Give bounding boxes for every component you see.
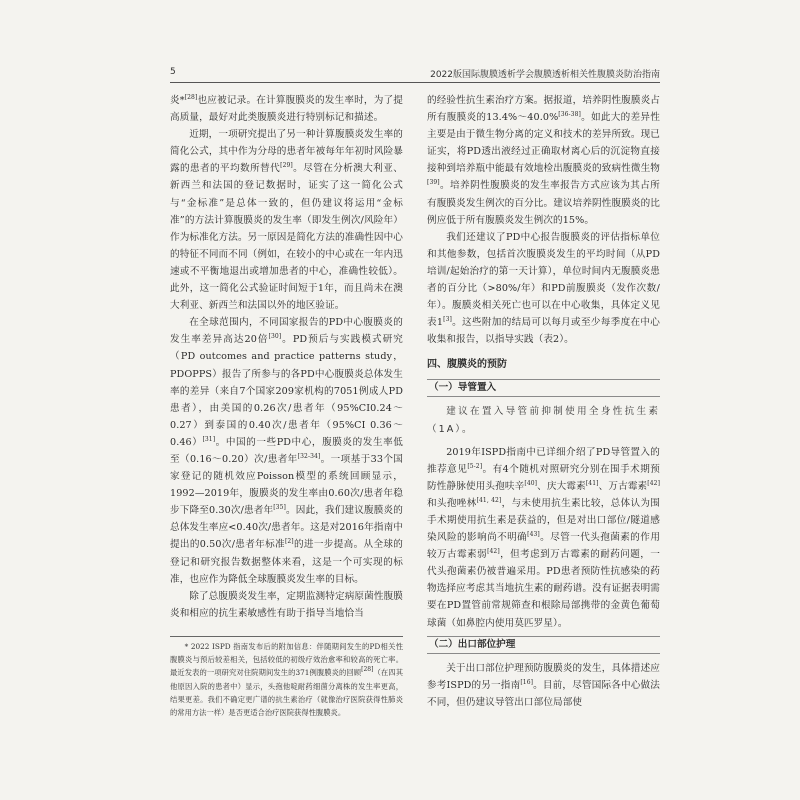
citation[interactable]: [41] <box>585 479 599 487</box>
journal-title: 2022版国际腹膜透析学会腹膜透析相关性腹膜炎防治指南 <box>430 70 660 80</box>
subsection-heading: （一）导管置入 <box>427 379 660 397</box>
paragraph: 近期，一项研究提出了另一种计算腹膜炎发生率的简化公式，其中作为分母的患者年被每年年初时风险暴露的患者的平均数所替代[29]。尽管在分析澳大利亚、新西兰和法国的登记数据时，证实了这一简化公式与“金标准”是总体一致的，但仍建议将运用“金标准”的方法计算腹膜炎的发生率（即发生例次/风险年）作为标准化方法。另一原因是简化方法的准确性因中心的特征不同而不同（例如，在较小的中心或在一年内迅速或不平衡地退出或增加患者的中心，准确性较低）。此外，这一简化公式验证时间短于1年，而且尚未在澳大利亚、新西兰和法国以外的地区验证。 <box>170 129 403 312</box>
left-column <box>170 92 403 622</box>
citation[interactable]: [35] <box>273 504 286 512</box>
citation[interactable]: [40] <box>524 479 538 487</box>
paragraph: 我们还建议了PD中心报告腹膜炎的评估指标单位和其他参数，包括首次腹膜炎发生的平均时间（从PD培训/起始治疗的第一天计算），单位时间内无腹膜炎患者的百分比（>80%/年）和PD前腹膜炎（发作次数/年）。腹膜炎相关死亡也可以在中心收集，具体定义见表1[3]。这些附加的结局可以每月或至少每季度在中心收集和报告，以指导实践（表2）。 <box>427 231 660 346</box>
citation[interactable]: [30] <box>268 333 282 341</box>
paragraph: 在全球范围内，不同国家报告的PD中心腹膜炎的发生率差异高达20倍[30]。PD预后与实践模式研究（PD outcomes and practice patterns study，PDOPPS）报告了所参与的各PD中心腹膜炎总体发生率的差异（来自7个国家209家机构的7051例成人PD患者），由美国的0.26次/患者年（95%CI0.24～0.27）到泰国的0.40次/患者年（95%CI 0.36～0.46）[31]。中国的一些PD中心，腹膜炎的发生率低至（0.16～0.20）次/患者年[32-34]。一项基于33个国家登记的随机效应Poisson模型的系统回顾显示，1992—2019年，腹膜炎的发生率由0.60次/患者年稳步下降至0.30次/患者年[35]。因此，我们建议腹膜炎的总体发生率应<0.40次/患者年。这是对2016年指南中提出的0.50次/患者年标准[2]的进一步提高。从全球的登记和研究报告数据整体来看，这是一个可实现的标准，也应作为降低全球腹膜炎发生率的目标。 <box>170 317 404 585</box>
page-number: 5 <box>170 67 176 77</box>
citation[interactable]: [36-38] <box>558 111 581 119</box>
citation[interactable]: [28] <box>361 666 374 674</box>
citation[interactable]: [43] <box>527 531 540 539</box>
citation[interactable]: [16] <box>520 678 534 686</box>
citation[interactable]: [32-34] <box>297 452 321 460</box>
paragraph: 的经验性抗生素治疗方案。据报道，培养阴性腹膜炎占所有腹膜炎的13.4%～40.0%[36-38]。如此大的差异性主要是由于微生物分离的定义和技术的差异所致。现已证实，将PD透出液经过正确取材离心后的沉淀物直接接种到培养瓶中能最有效地检出腹膜炎的致病性微生物[39]。培养阴性腹膜炎的发生率报告方式应该为其占所有腹膜炎发生例次的百分比。建议培养阴性腹膜炎的比例应低于所有腹膜炎发生例次的15%。 <box>427 95 660 226</box>
citation[interactable]: [2] <box>284 538 294 546</box>
paragraph: 关于出口部位护理预防腹膜炎的发生，具体措述应参考ISPD的另一指南[16]。目前，尽管国际各中心做法不同，但仍建议导管出口部位局部使 <box>427 662 660 708</box>
section-heading: 四、腹膜炎的预防 <box>427 359 507 371</box>
citation[interactable]: [42] <box>647 479 661 487</box>
footnote: * 2022 ISPD 指南发布后的附加信息：伴随期间发生的PD相关性腹膜炎与预后较差相关，包括较低的初级疗效治愈率和较高的死亡率。最近发表的一项研究对住院期间发生的371例腹膜炎的回顾[28]（在四其他原因入院的患者中）显示，头孢他啶耐药细菌分离株的发生率更高，结果更差。我们不确定更广谱的抗生素治疗（就像治疗医院获得性肺炎的常用方法一样）是否更适合治疗医院获得性腹膜炎。 <box>170 636 403 719</box>
citation[interactable]: [39] <box>427 179 440 187</box>
paragraph: 炎*[28]也应被记录。在计算腹膜炎的发生率时，为了提高质量，最好对此类腹膜炎进行特别标记和描述。 <box>170 94 403 124</box>
citation[interactable]: [3] <box>443 316 452 324</box>
citation[interactable]: [31] <box>202 435 216 443</box>
paragraph: 2019年ISPD指南中已详细介绍了PD导管置入的推荐意见[5-2]。有4个随机对照研究分别在围手术期预防性静脉使用头孢呋辛[40]、庆大霉素[41]、万古霉素[42]和头孢唑林[41, 42]，与未使用抗生素比较，总体认为围手术期使用抗生素是获益的，但是对出口部位/隧道感染风险的影响尚不明确[43]。尽管一代头孢菌素的作用较万古霉素弱[42]，但考虑到万古霉素的耐药问题，一代头孢菌素仍被普遍采用。PD患者预防性抗感染的药物选择应考虑其当地抗生素的耐药谱。没有证据表明需要在PD置管前常规筛查和根除局部携带的金黄色葡萄球菌（如鼻腔内使用莫匹罗星）。 <box>427 446 661 629</box>
paragraph: 除了总腹膜炎发生率，定期监测特定病原菌性腹膜炎和相应的抗生素敏感性有助于指导当地恰当 <box>170 590 403 619</box>
citation[interactable]: [41, 42] <box>476 496 502 504</box>
citation[interactable]: [42] <box>487 548 500 556</box>
citation[interactable]: [5-2] <box>467 462 483 470</box>
subsection-heading: （二）出口部位护理 <box>427 636 660 654</box>
right-column <box>427 92 660 711</box>
running-header <box>170 66 660 83</box>
recommendation: 建议在置入导管前抑制使用全身性抗生素（1A）。 <box>427 406 660 435</box>
citation[interactable]: [29] <box>280 162 293 170</box>
citation[interactable]: [28] <box>184 94 198 101</box>
